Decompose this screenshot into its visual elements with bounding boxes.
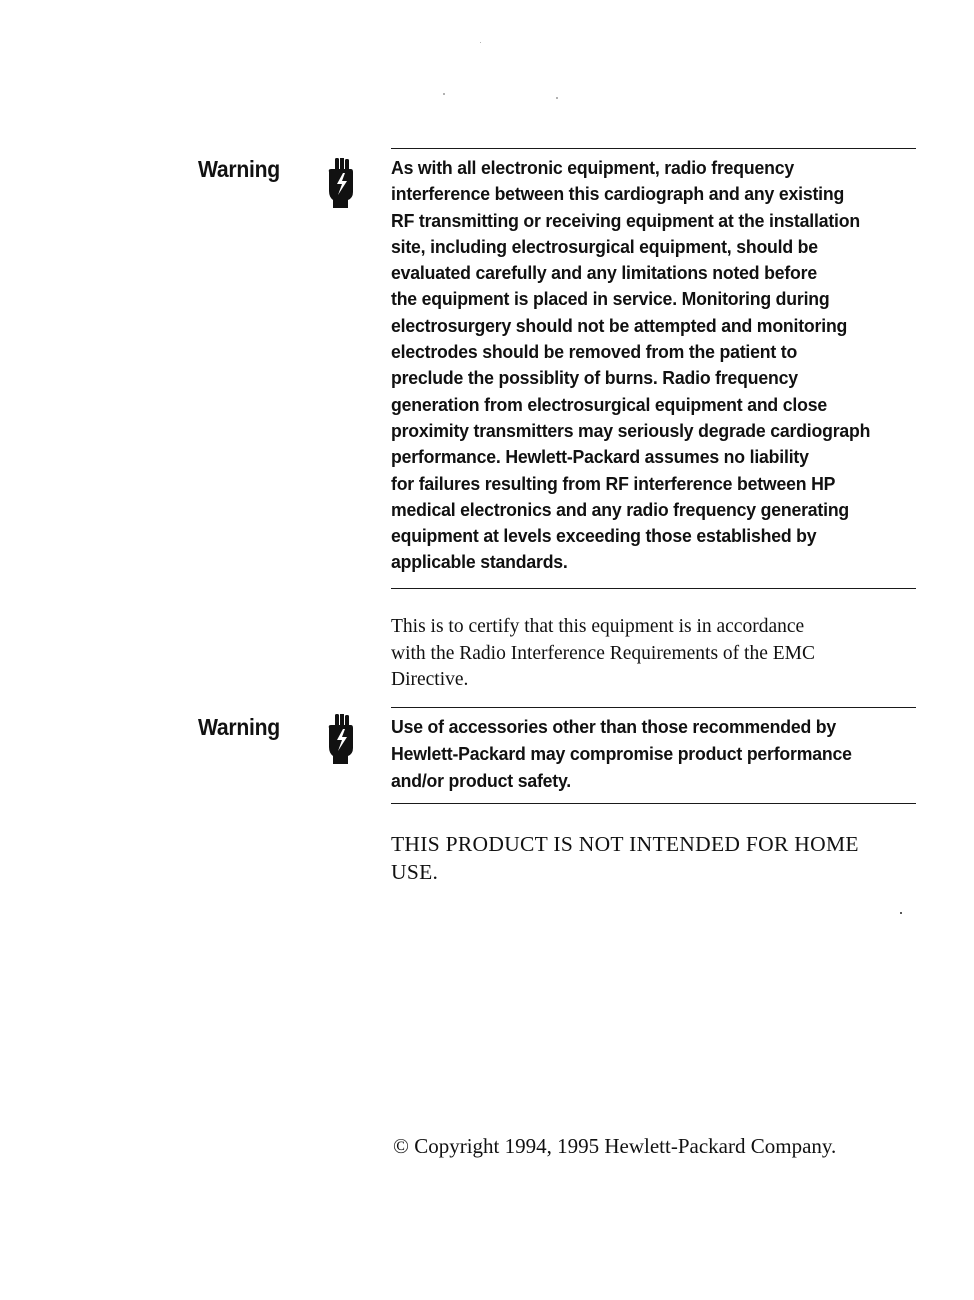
warning-bottom-rule <box>391 803 916 804</box>
scan-speck <box>480 42 481 43</box>
text-line: interference between this cardiograph and any existing <box>391 183 845 205</box>
warning-bottom-rule <box>391 588 916 589</box>
warning-text-accessories <box>391 713 911 794</box>
text-line: generation from electrosurgical equipment and close <box>391 393 827 415</box>
text-line: THIS PRODUCT IS NOT INTENDED FOR HOME <box>391 832 859 856</box>
text-line: electrodes should be removed from the patient to <box>391 341 798 363</box>
text-line: with the Radio Interference Requirements of the EMC <box>391 642 815 664</box>
text-line: electrosurgery should not be attempted and monitoring <box>391 314 848 336</box>
text-line: RF transmitting or receiving equipment at the installation <box>391 209 860 231</box>
text-line: This is to certify that this equipment is in accordance <box>391 616 805 637</box>
text-line: site, including electrosurgical equipment, should be <box>391 235 818 257</box>
text-line: evaluated carefully and any limitations noted before <box>391 262 817 284</box>
warning-text-rf-interference <box>391 155 911 576</box>
certification-statement <box>391 614 916 694</box>
scan-speck <box>900 912 902 914</box>
text-line: USE. <box>391 860 439 884</box>
text-line: preclude the possiblity of burns. Radio frequency <box>391 367 798 389</box>
hand-lightning-icon <box>326 158 354 210</box>
warning-label: Warning <box>198 156 280 182</box>
copyright-notice: © Copyright 1994, 1995 Hewlett-Packard Company. <box>393 1134 837 1158</box>
text-line: Directive. <box>391 669 469 690</box>
text-line: applicable standards. <box>391 551 568 573</box>
warning-top-rule <box>391 707 916 708</box>
text-line: Hewlett-Packard may compromise product performance <box>391 743 852 764</box>
text-line: Use of accessories other than those recommended by <box>391 716 837 737</box>
hand-lightning-icon <box>326 714 354 766</box>
text-line: for failures resulting from RF interference between HP <box>391 472 836 494</box>
home-use-notice <box>391 830 916 886</box>
text-line: medical electronics and any radio frequency generating <box>391 498 850 520</box>
scan-speck <box>556 97 558 99</box>
text-line: As with all electronic equipment, radio frequency <box>391 157 794 178</box>
text-line: equipment at levels exceeding those established by <box>391 525 817 547</box>
text-line: and/or product safety. <box>391 770 572 791</box>
text-line: proximity transmitters may seriously degrade cardiograph <box>391 419 871 441</box>
warning-top-rule <box>391 148 916 149</box>
scan-speck <box>443 93 445 95</box>
text-line: performance. Hewlett-Packard assumes no liability <box>391 446 809 468</box>
text-line: the equipment is placed in service. Monitoring during <box>391 288 830 310</box>
warning-label: Warning <box>198 714 280 740</box>
